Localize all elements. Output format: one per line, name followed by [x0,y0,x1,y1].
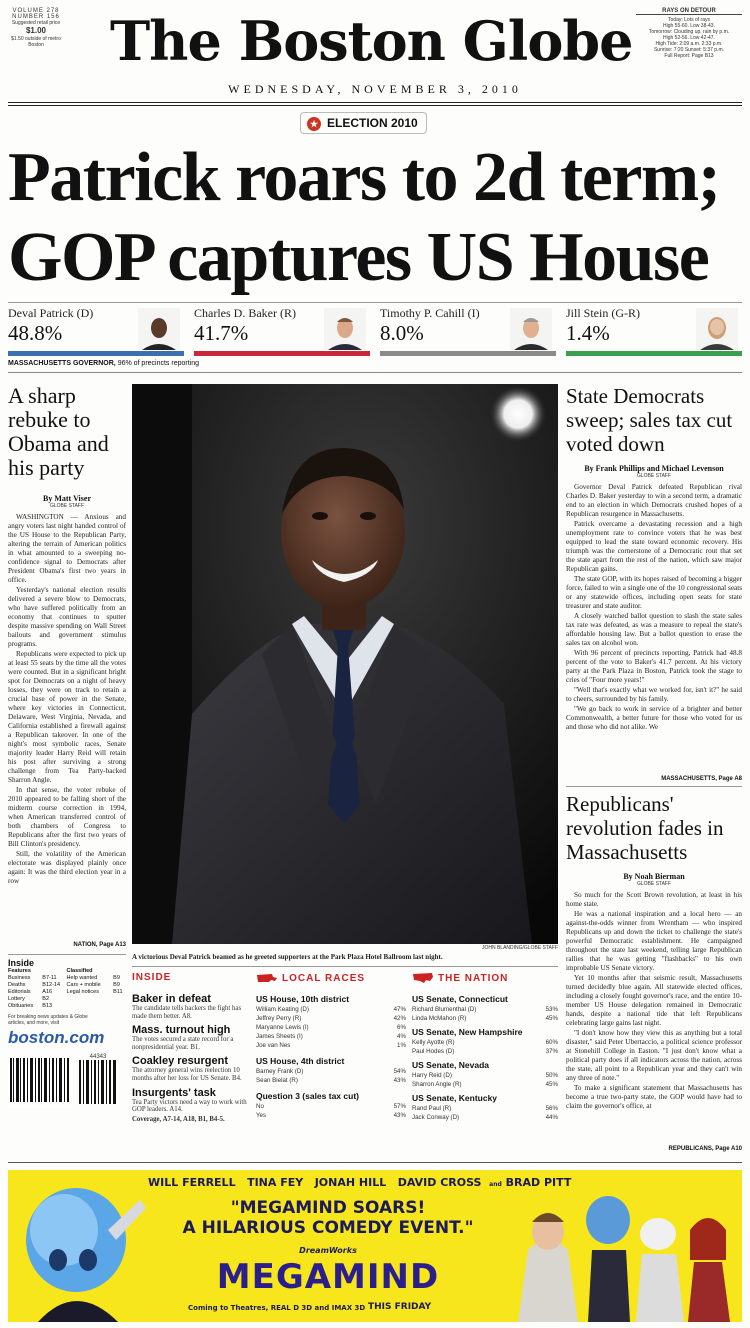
star-icon: ★ [307,117,321,131]
right-story-2-staff: GLOBE STAFF [636,881,672,887]
race-head: US Senate, Nevada [412,1060,490,1070]
index-note: For breaking news updates & Globe articles, and more, visit [8,1014,88,1026]
race-row: No 57% [256,1103,406,1110]
right-story-2-head: Republicans' revolution fades in Massachusetts [566,792,724,864]
paragraph: He was a national inspiration and a local hero — an against-the-odds winner from Wrentham — who inspired Republicans up and down the ticket to challenge the state's powerful Democratic establishment. He campaigned throughout the state last weekend, telling large Republican rallies that he was getting "flashbacks" to his own improbable US Senate victory. [566,910,742,972]
candidate-percent: 48.8% [8,321,63,345]
paragraph: Still, the volatility of the American electorate was displayed plainly once again: It was the third election year in a row [8,850,126,885]
candidate-baker [194,306,370,356]
ad-characters [508,1170,742,1322]
volume-ear [8,8,64,48]
index-box [8,958,126,1108]
inside-item-text: The votes secured a state record for a nonpresidential year. B1. [132,1036,234,1051]
paragraph: Governor Deval Patrick defeated Republican rival Charles D. Baker yesterday to win a second term, a dramatic end to an election in which Democrats crushed hopes of a Republican resurgence in Massachusetts. [566,483,742,518]
race-row: William Keating (D) 47% [256,1006,406,1013]
index-row: Deaths B12-14 Cars + mobile B9 [8,982,120,988]
left-story-byline: By Matt Viser [43,494,91,503]
race-row: Richard Blumenthal (D) 53% [412,1006,558,1013]
right-story-1-staff: GLOBE STAFF [636,473,672,479]
race [412,1027,558,1056]
dateline: WEDNESDAY, NOVEMBER 3, 2010 [228,82,522,96]
us-map-icon [412,972,434,984]
weather-line: Tomorrow: Clouding up, rain by p.m. [648,29,730,35]
race-head: US Senate, Kentucky [412,1093,498,1103]
weather-line: Sunrise: 7:20 Sunset: 5:37 p.m. [653,47,725,53]
race [256,1056,406,1085]
weather-line: High Tide: 2:09 a.m. 2:33 p.m. [655,41,723,47]
right-story-1 [566,384,742,776]
paragraph: To make a significant statement that Massachusetts has become a true two-party state, the GOP would have had to claim the governor's office, at [566,1084,742,1110]
paragraph: WASHINGTON — Anxious and angry voters last night handed control of the US House to the Republican Party, altering the terrain of American politics in what amounted to a sweeping no-confidence signal to Democrats after President Obama's first two years in office. [8,513,126,584]
candidate-stein [566,306,742,356]
candidate-photo [696,308,738,350]
left-story-body [8,513,126,886]
ad-day: THIS FRIDAY [368,1302,432,1312]
bar-cahill [380,351,556,356]
price-sub: $1.50 outside of metro Boston [11,36,61,48]
race-row: Sharron Angle (R) 45% [412,1081,558,1088]
ad-title: MEGAMIND [216,1257,440,1297]
race [256,994,406,1050]
candidate-patrick [8,306,184,356]
race-head: US House, 4th district [256,1056,345,1066]
race-row: Sean Bielat (R) 43% [256,1077,406,1084]
nation-title: THE NATION [438,972,509,984]
weather-title: RAYS ON DETOUR [636,8,742,15]
paragraph: "We go back to work in service of a brighter and better Commonwealth, a better future for those who voted for us and those who did not alike. We [566,705,742,731]
barcode-icon [8,1056,72,1108]
barcode [8,1054,126,1108]
race-head: Question 3 (sales tax cut) [256,1091,359,1101]
price-note: Suggested retail price [11,20,61,26]
megamind-ad[interactable] [8,1170,742,1322]
inside-item-head: Coakley resurgent [132,1055,228,1068]
inside-box [132,972,252,1123]
left-story-staff: GLOBE STAFF [49,503,85,509]
paragraph: Patrick overcame a devastating recession and a high unemployment rate to convince voters that he was best equipped to lead the state toward economic recovery. His triumph was the cornerstone of a Democratic rout that set the state apart from the rest of the nation, which saw major Republican gains. [566,520,742,573]
weather-line: Today: Lots of rays [668,17,710,23]
inside-item-text: Tea Party victors need a way to work with GOP leaders. A14. [132,1098,247,1114]
inside-title: INSIDE [132,972,172,983]
right-story-1-byline: By Frank Phillips and Michael Levenson [584,464,724,473]
nation-header [412,972,558,984]
candidate-photo [510,308,552,350]
paragraph: Yesterday's national election results delivered a severe blow to Democrats, who have suffered politically from an economy that continues to sputter despite massive spending on Wall Street bailouts and government stimulus programs. [8,586,126,648]
candidate-name: Charles D. Baker (R) [194,306,296,320]
left-story [8,384,126,952]
local-races [256,972,406,1120]
race-row: James Sheets (I) 4% [256,1033,406,1040]
race-row: Jeffrey Perry (R) 42% [256,1015,406,1022]
race-row: Linda McMahon (R) 45% [412,1015,558,1022]
governor-caption-text: 96% of precincts reporting [117,360,200,367]
race [412,1060,558,1089]
ad-release: Coming to Theatres, REAL D 3D and IMAX 3D [188,1304,366,1312]
inside-item[interactable] [132,1024,252,1051]
inside-item-text: The candidate tells backers the fight has made them better. A8. [132,1005,242,1020]
index-row: Business B7-11 Help wanted B9 [8,975,120,981]
inside-item-head: Insurgents' task [132,1086,216,1099]
paragraph: So much for the Scott Brown revolution, at least in his home state. [566,891,742,908]
weather-ear [636,8,742,59]
index-row: Features Classified [8,968,93,974]
right-story-2-jump: REPUBLICANS, Page A10 [668,1146,742,1152]
paragraph: The state GOP, with its hopes raised of becoming a bigger force, failed to win a single one of the 10 congressional seats or any statewide offices, including open seats for state treasurer and state auditor. [566,575,742,610]
megamind-character [8,1170,148,1322]
index-table [8,968,126,1010]
race-row: Joe van Nes 1% [256,1042,406,1049]
inside-item-head: Baker in defeat [132,993,211,1005]
race-row: Paul Hodes (D) 37% [412,1048,558,1055]
race-row: Harry Reid (D) 50% [412,1072,558,1079]
boston-com-link[interactable]: boston.com [8,1028,105,1047]
election-badge-label: ELECTION 2010 [327,116,418,130]
race [256,1091,406,1120]
candidate-percent: 8.0% [380,321,424,345]
patrick-photo-image [132,384,558,944]
massachusetts-map-icon [256,972,278,984]
candidate-name: Timothy P. Cahill (I) [380,306,480,320]
race-head: US House, 10th district [256,994,350,1004]
index-row: Obituaries B13 [8,1003,53,1009]
barcode-addon [78,1054,118,1108]
inside-item-text: The attorney general wins reelection 10 months after her loss for US Senate. B4. [132,1067,242,1082]
paragraph: With 96 percent of precincts reporting, Patrick had 48.8 percent of the vote to Baker's 41.7 percent. At his victory party at the Park Plaza in Boston, Patrick took the stage to cries of "Four more years!" [566,649,742,684]
race-head: US Senate, New Hampshire [412,1027,523,1037]
inside-item[interactable] [132,1055,252,1082]
governor-caption-label: MASSACHUSETTS GOVERNOR, [8,360,116,367]
weather-line: High 55-60. Low 38-43. [663,23,715,29]
right-story-1-body [566,483,742,732]
inside-item[interactable] [132,993,252,1020]
paragraph: In that sense, the voter rebuke of 2010 appeared to be falling short of the midterm course correction in 1994, when American transferred control of both chambers of Congress to Republicans after the first two years of Bill Clinton's presidency. [8,786,126,848]
race-row: Yes 43% [256,1112,406,1119]
nation-races [412,972,558,1122]
candidate-photo [138,308,180,350]
governor-caption [8,360,199,367]
inside-item-head: Mass. turnout high [132,1024,231,1037]
photo-credit: JOHN BLANDING/GLOBE STAFF [481,945,558,951]
candidate-percent: 1.4% [566,321,610,345]
photo-caption: A victorious Deval Patrick beamed as he greeted supporters at the Park Plaza Hotel Ballroom last night. [132,953,443,961]
right-story-2 [566,792,742,1144]
paragraph: A closely watched ballot question to slash the state sales tax rate was defeated, as was a measure to repeal the state's affordable housing law. But a ballot question to erase the sales tax on alcohol won. [566,612,742,647]
race [412,994,558,1023]
candidate-percent: 41.7% [194,321,249,345]
volume: VOLUME 278 [12,8,60,14]
index-row: Lottery B2 [8,996,50,1002]
barcode-addon-icon [78,1060,118,1104]
local-races-title: LOCAL RACES [282,972,366,984]
ad-quote-2: A HILARIOUS COMEDY EVENT." [182,1218,474,1238]
inside-item[interactable] [132,1087,252,1114]
local-races-header [256,972,406,984]
right-story-1-head: State Democrats sweep; sales tax cut voted down [566,384,733,456]
headline-line-2: GOP captures US House [8,219,709,296]
weather-line: High 52-56. Low 42-47. [663,35,715,41]
race-row: Jack Conway (D) 44% [412,1114,558,1121]
left-story-jump: NATION, Page A13 [73,942,126,948]
patrick-photo [132,384,558,944]
weather-line: Full Report: Page B13 [664,53,714,59]
index-row: Editorials A16 Legal notices B11 [8,989,123,995]
bar-baker [194,351,370,356]
inside-coverage: Coverage, A7-14, A18, B1, B4-5. [132,1115,225,1123]
right-story-2-byline: By Noah Bierman [623,872,685,881]
paragraph: "Well that's exactly what we worked for, isn't it?" he said to cheers, surrounded by his family. [566,686,742,703]
candidate-name: Deval Patrick (D) [8,306,94,320]
masthead-title: The Boston Globe [110,9,633,73]
race [412,1093,558,1122]
ad-brand: DreamWorks [299,1246,357,1255]
paragraph: "I don't know how they view this as anything but a total disaster," said Peter Ubertaccio, a political science professor at Stonehill College in Easton. "I just don't know what a political party does if all indicators across the nation, across the state, all point to a Republican year and they can't win any three of note." [566,1029,742,1082]
paragraph: Yet 10 months after that seismic result, Massachusetts turned decidedly blue again. All statewide elected offices, including a closely fought governor's race, and the entire 10-member US House delegation remained in Democratic hands, despite a national tide that left Republicans celebrating large gains last night. [566,974,742,1027]
right-story-1-jump: MASSACHUSETTS, Page A8 [661,776,742,782]
race-row: Barney Frank (D) 54% [256,1068,406,1075]
price: $1.00 [25,26,47,35]
paragraph: Republicans were expected to pick up at least 55 seats by the time all the votes were counted. But in a significant bright spot for Democrats on a night of heavy losses, they were on track to retain a crucial base of power in the Senate, where key victories in Connecticut, Delaware, West Virginia, Nevada, and California established a firewall against a Republican takeover. In one of the night's most symbolic races, Senate majority leader Harry Reid will retain his post after surviving a strong challenge from Tea Party-backed Sharron Angle. [8,650,126,784]
candidate-name: Jill Stein (G-R) [566,306,640,320]
barcode-number: 44343 [89,1054,107,1060]
election-badge [300,112,427,134]
ad-quote-1: "MEGAMIND SOARS! [230,1198,426,1218]
race-row: Maryanne Lewis (I) 6% [256,1024,406,1031]
race-row: Kelly Ayotte (R) 60% [412,1039,558,1046]
headline-line-1: Patrick roars to 2d term; [8,139,720,216]
candidate-photo [324,308,366,350]
race-row: Rand Paul (R) 56% [412,1105,558,1112]
left-story-head: A sharp rebuke to Obama and his party [8,384,109,480]
ad-cast: WILL FERRELL TINA FEY JONAH HILL DAVID CROSS and BRAD PITT [148,1176,572,1189]
right-story-2-body [566,891,742,1111]
candidate-cahill [380,306,556,356]
number: NUMBER 156 [12,14,60,20]
bar-stein [566,351,742,356]
bar-patrick [8,351,184,356]
race-head: US Senate, Connecticut [412,994,508,1004]
index-title: Inside [8,958,35,968]
